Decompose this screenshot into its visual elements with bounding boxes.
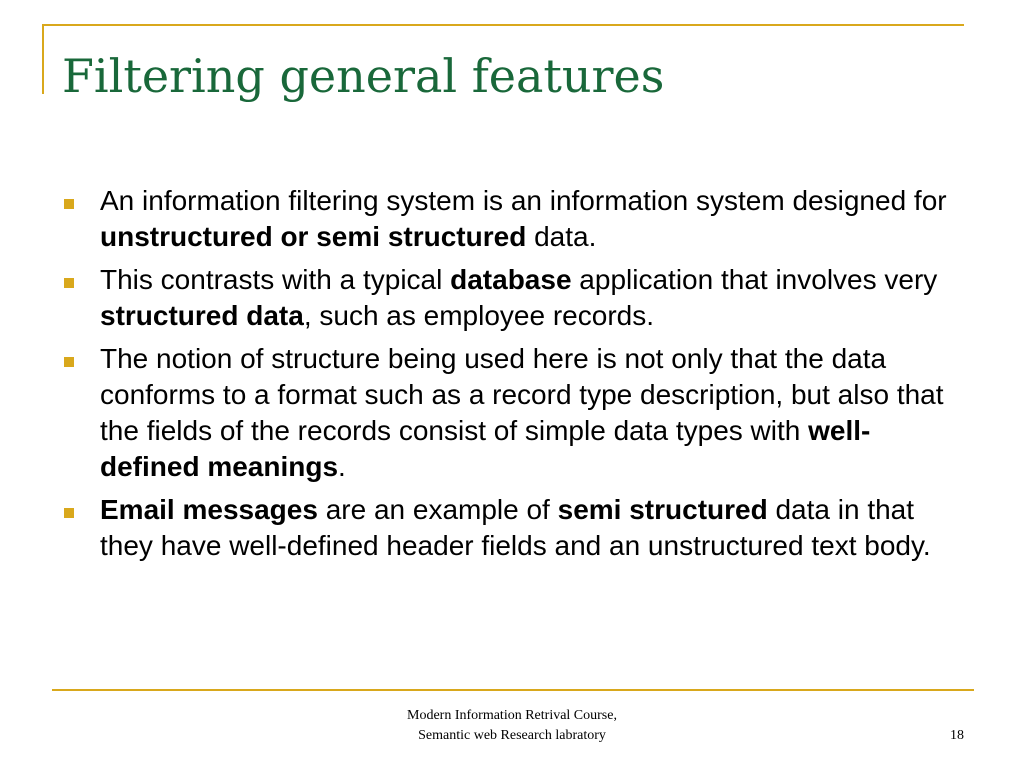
bullet-text-bold-segment: Email messages — [100, 494, 318, 525]
bullet-item — [62, 183, 962, 255]
bullet-item — [62, 341, 962, 485]
bullet-text — [100, 264, 937, 331]
square-bullet-icon — [64, 199, 74, 209]
footer-course-line: Modern Information Retrival Course, — [407, 708, 617, 723]
footer-caption — [280, 706, 744, 746]
bullet-text-segment: application that involves very — [571, 264, 938, 295]
bullet-text-segment: data. — [526, 221, 597, 252]
square-bullet-icon — [64, 357, 74, 367]
bullet-text-bold-segment: database — [450, 264, 572, 295]
title-frame-left-line — [42, 24, 44, 94]
bullet-text-segment: The notion of structure being used here is not only that the data conforms to a format such as a record type description, but also that the fields of the records consist of simple data types with — [100, 343, 944, 446]
slide-title: Filtering general features — [62, 49, 665, 103]
bullet-text-segment: data in that they have well-defined header fields and an unstructured text body. — [100, 494, 931, 561]
bullet-item — [62, 262, 962, 334]
bullet-text-segment: . — [338, 451, 346, 482]
bullet-text — [100, 343, 944, 482]
bullet-text-segment: This contrasts with a typical — [100, 264, 451, 295]
square-bullet-icon — [64, 278, 74, 288]
bullet-text-bold-segment: structured data — [100, 300, 304, 331]
bullet-text-bold-segment: well-defined meanings — [100, 415, 871, 482]
title-frame-top-line — [42, 24, 964, 26]
bullet-text-segment: are an example of — [317, 494, 558, 525]
footer-divider-line — [52, 689, 974, 691]
bullet-text — [100, 185, 947, 252]
page-number: 18 — [950, 728, 964, 743]
bullet-text-bold-segment: unstructured or semi structured — [100, 221, 527, 252]
bullet-item — [62, 492, 962, 564]
bullet-text-segment: An information filtering system is an information system designed for — [100, 185, 947, 216]
bullet-text — [100, 494, 931, 561]
footer-lab-line: Semantic web Research labratory — [418, 728, 606, 743]
square-bullet-icon — [64, 508, 74, 518]
bullet-text-bold-segment: semi structured — [557, 494, 768, 525]
bullet-list — [62, 183, 962, 571]
bullet-text-segment: , such as employee records. — [303, 300, 654, 331]
